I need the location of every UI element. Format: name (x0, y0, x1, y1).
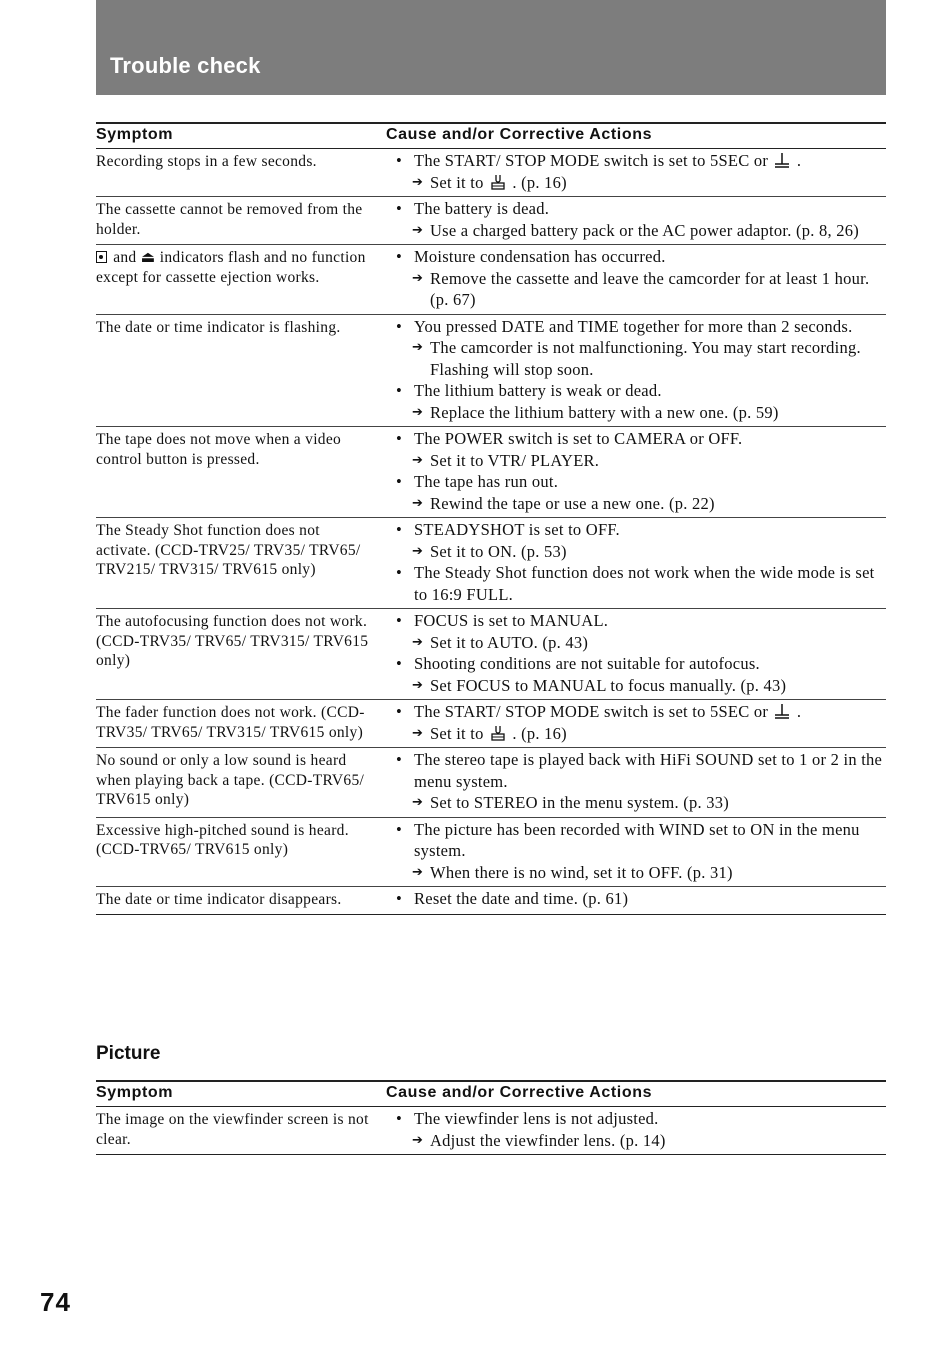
bullet-icon: • (396, 819, 403, 839)
symptom-cell (96, 245, 386, 314)
text: Adjust the viewfinder lens. (p. 14) (430, 1130, 666, 1150)
text: The lithium battery is weak or dead. (414, 381, 662, 400)
symptom-text: The date or time indicator disappears. (96, 891, 342, 908)
arrow-right-icon: ➔ (412, 495, 424, 511)
arrow-right-icon: ➔ (412, 1132, 424, 1148)
cause-item (386, 653, 886, 675)
symptom-text: The tape does not move when a video control button is pressed. (96, 431, 342, 468)
bullet-icon: • (396, 472, 403, 491)
corrective-action (386, 172, 886, 194)
symptom-text: The image on the viewfinder screen is not clear. (96, 1111, 369, 1148)
symptom-cell (96, 887, 386, 914)
arrow-right-icon: ➔ (412, 864, 424, 880)
section-heading-picture: Picture (96, 1043, 161, 1064)
text: The Steady Shot function does not work when the wide mode is set to 16:9 FULL. (414, 563, 875, 604)
picture-table (96, 1080, 886, 1155)
cause-item (386, 471, 886, 493)
cause-item (386, 819, 886, 862)
corrective-action (386, 268, 886, 311)
title-banner (96, 0, 886, 95)
cause-cell (386, 149, 886, 196)
symptom-cell (96, 609, 386, 699)
table-header (96, 122, 886, 149)
cause-item (386, 888, 886, 910)
bullet-icon: • (396, 889, 403, 908)
text: Set it to (430, 172, 484, 192)
bullet-icon: • (396, 611, 403, 630)
cause-item (386, 562, 886, 605)
bullet-icon: • (396, 151, 403, 170)
cause-item (386, 428, 886, 450)
text: Set it to ON. (p. 53) (430, 541, 567, 561)
corrective-action (386, 675, 886, 697)
table-row (96, 149, 886, 197)
text: FOCUS is set to MANUAL. (414, 611, 609, 630)
bullet-icon: • (396, 199, 403, 218)
text: Set it to VTR/ PLAYER. (430, 450, 600, 470)
text: Replace the lithium battery with a new one. (p. 59) (430, 402, 779, 422)
symptom-cell (96, 427, 386, 517)
cause-item (386, 610, 886, 632)
cause-cell (386, 818, 886, 887)
corrective-action (386, 862, 886, 884)
text: The battery is dead. (414, 199, 550, 218)
text: The START/ STOP MODE switch is set to 5SEC or (414, 702, 769, 721)
cause-item (386, 316, 886, 338)
cause-cell (386, 315, 886, 427)
text: STEADYSHOT is set to OFF. (414, 520, 620, 539)
table-row (96, 518, 886, 609)
text: The stereo tape is played back with HiFi SOUND set to 1 or 2 in the menu system. (414, 750, 883, 791)
arrow-right-icon: ➔ (412, 543, 424, 559)
text: When there is no wind, set it to OFF. (p. 31) (430, 862, 733, 882)
table-body (96, 1107, 886, 1155)
cause-cell (386, 197, 886, 244)
bullet-icon: • (396, 316, 403, 336)
cause-item (386, 198, 886, 220)
arrow-right-icon: ➔ (412, 270, 424, 286)
text: Use a charged battery pack or the AC power adaptor. (p. 8, 26) (430, 220, 859, 240)
symptom-cell (96, 818, 386, 887)
bullet-icon: • (396, 1109, 403, 1128)
text: Rewind the tape or use a new one. (p. 22) (430, 493, 715, 513)
text-suffix: . (792, 702, 802, 721)
bullet-icon: • (396, 563, 403, 582)
bullet-icon: • (396, 702, 403, 721)
moisture-indicator-icon (96, 251, 107, 263)
table-row (96, 609, 886, 700)
arrow-right-icon: ➔ (412, 452, 424, 468)
cause-item (386, 701, 886, 723)
text: Set to STEREO in the menu system. (p. 33) (430, 793, 729, 812)
start-stop-icon (490, 725, 506, 741)
cause-column-header: Cause and/or Corrective Actions (386, 1084, 653, 1101)
symptom-text: The fader function does not work. (CCD-TRV35/ TRV65/ TRV315/ TRV615 only) (96, 704, 365, 741)
symptom-cell (96, 149, 386, 196)
corrective-action (386, 1130, 886, 1152)
text: Reset the date and time. (p. 61) (414, 889, 629, 908)
symptom-text: The date or time indicator is flashing. (96, 318, 341, 336)
cause-cell (386, 518, 886, 608)
corrective-action (386, 220, 886, 242)
bullet-icon: • (396, 247, 403, 266)
table-row (96, 887, 886, 915)
symptom-text: and ⏏ indicators flash and no function except for cassette ejection works. (96, 249, 366, 286)
text: The camcorder is not malfunctioning. You may start recording. Flashing will stop soon. (430, 338, 861, 379)
table-row (96, 748, 886, 818)
text: Shooting conditions are not suitable for autofocus. (414, 654, 760, 673)
cause-item (386, 519, 886, 541)
cause-cell (386, 245, 886, 314)
text-suffix: . (792, 151, 802, 170)
table-row (96, 700, 886, 748)
symptom-text: The cassette cannot be removed from the holder. (96, 201, 363, 238)
text: Set FOCUS to MANUAL to focus manually. (p. 43) (430, 675, 787, 695)
table-row (96, 315, 886, 428)
cause-item (386, 1108, 886, 1130)
start-stop-icon (490, 174, 506, 190)
symptom-cell (96, 1107, 386, 1154)
text: Set it to (430, 723, 484, 743)
arrow-right-icon: ➔ (412, 634, 424, 650)
arrow-right-icon: ➔ (412, 404, 424, 420)
arrow-right-icon: ➔ (412, 340, 424, 355)
cause-item (386, 150, 886, 172)
symptom-text: Recording stops in a few seconds. (96, 153, 317, 170)
cause-cell (386, 748, 886, 817)
text-suffix: . (p. 16) (507, 172, 567, 192)
cause-column-header: Cause and/or Corrective Actions (386, 126, 653, 143)
arrow-right-icon: ➔ (412, 795, 424, 810)
symptom-text: No sound or only a low sound is heard when playing back a tape. (CCD-TRV65/ TRV615 only) (96, 752, 365, 808)
arrow-right-icon: ➔ (412, 725, 424, 741)
anti-ground-icon (774, 152, 790, 168)
cause-cell (386, 887, 886, 914)
symptom-cell (96, 315, 386, 427)
corrective-action (386, 723, 886, 745)
table-row (96, 427, 886, 518)
text: Remove the cassette and leave the camcorder for at least 1 hour. (p. 67) (430, 268, 870, 309)
cause-item (386, 380, 886, 402)
table-body (96, 149, 886, 915)
corrective-action (386, 450, 886, 472)
symptom-cell (96, 700, 386, 747)
symptom-column-header: Symptom (96, 126, 174, 143)
arrow-right-icon: ➔ (412, 677, 424, 693)
corrective-action (386, 792, 886, 814)
symptom-text: The Steady Shot function does not activate. (CCD-TRV25/ TRV35/ TRV65/ TRV215/ TRV315/ TRV615 only) (96, 522, 361, 578)
arrow-right-icon: ➔ (412, 222, 424, 238)
page-title: Trouble check (110, 53, 261, 78)
symptom-column-header: Symptom (96, 1084, 174, 1101)
cause-item (386, 246, 886, 268)
bullet-icon: • (396, 429, 403, 448)
bullet-icon: • (396, 750, 403, 769)
text: The tape has run out. (414, 472, 559, 491)
cause-item (386, 749, 886, 792)
text: The START/ STOP MODE switch is set to 5SEC or (414, 151, 769, 170)
corrective-action (386, 632, 886, 654)
table-row (96, 1107, 886, 1155)
text: Moisture condensation has occurred. (414, 247, 666, 266)
text: The picture has been recorded with WIND set to ON in the menu system. (414, 819, 860, 860)
bullet-icon: • (396, 520, 403, 539)
table-header (96, 1080, 886, 1107)
corrective-action (386, 541, 886, 563)
trouble-table (96, 122, 886, 915)
table-row (96, 197, 886, 245)
table-row (96, 245, 886, 315)
symptom-text: The autofocusing function does not work. (CCD-TRV35/ TRV65/ TRV315/ TRV615 only) (96, 613, 369, 669)
symptom-cell (96, 748, 386, 817)
bullet-icon: • (396, 381, 403, 400)
cause-cell (386, 427, 886, 517)
table-row (96, 818, 886, 888)
cause-cell (386, 609, 886, 699)
corrective-action (386, 402, 886, 424)
bullet-icon: • (396, 654, 403, 673)
text: The viewfinder lens is not adjusted. (414, 1109, 659, 1128)
cause-cell (386, 1107, 886, 1154)
text: Set it to AUTO. (p. 43) (430, 632, 589, 652)
anti-ground-icon (774, 703, 790, 719)
page-number: 74 (40, 1287, 71, 1317)
text: The POWER switch is set to CAMERA or OFF. (414, 429, 743, 448)
cause-cell (386, 700, 886, 747)
text: You pressed DATE and TIME together for more than 2 seconds. (414, 316, 853, 336)
arrow-right-icon: ➔ (412, 174, 424, 190)
text-suffix: . (p. 16) (507, 723, 567, 743)
symptom-cell (96, 197, 386, 244)
symptom-text: Excessive high-pitched sound is heard. (CCD-TRV65/ TRV615 only) (96, 821, 349, 858)
symptom-cell (96, 518, 386, 608)
corrective-action (386, 337, 886, 380)
corrective-action (386, 493, 886, 515)
